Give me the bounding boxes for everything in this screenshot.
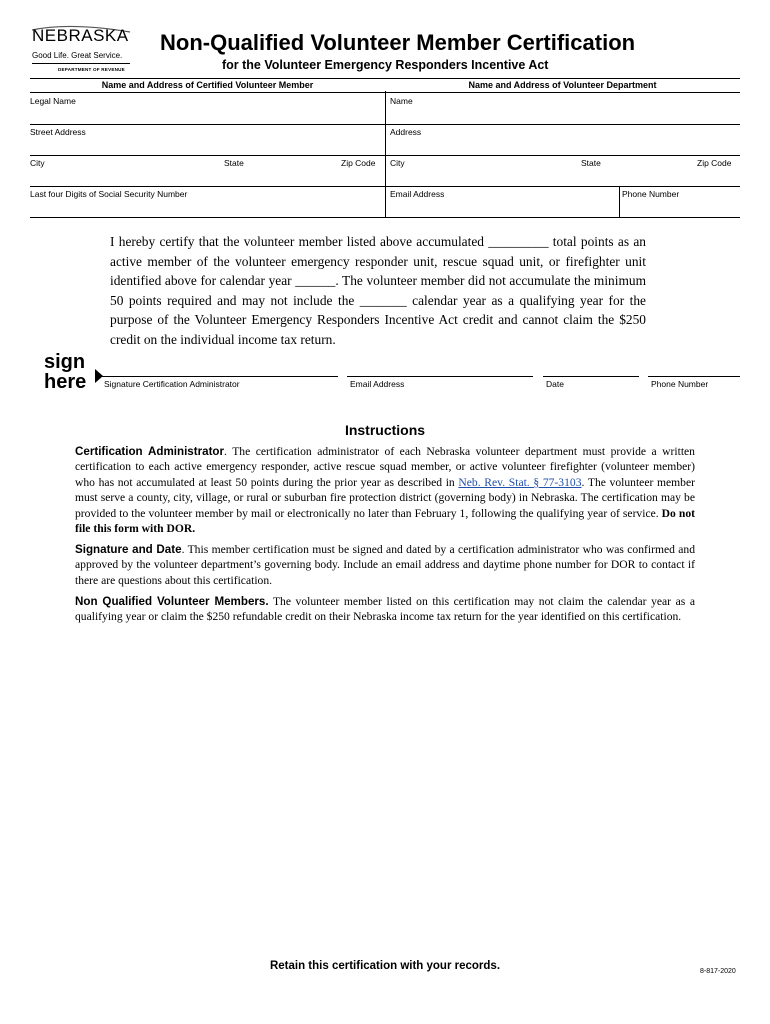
- p2-heading: Signature and Date: [75, 543, 182, 556]
- row-line: [30, 124, 740, 125]
- p3-text: The volunteer member listed on this certification may not claim the calendar year as a qualifying year or claim the $250 refundable credit on their Nebraska income tax return for the year identified on this certification.: [75, 595, 695, 624]
- p2-text: . This member certification must be signed and dated by a certification administrator who was confirmed and approved by the volunteer department’s governing body. Include an email address and daytime phone number for DOR to contact if there are questions about this certification.: [75, 543, 695, 587]
- member-ssn-field[interactable]: Last four Digits of Social Security Number: [30, 189, 188, 199]
- logo-tagline: Good Life. Great Service.: [32, 51, 123, 60]
- phone-line[interactable]: [648, 376, 740, 377]
- instructions-heading: Instructions: [344, 422, 426, 438]
- department-phone-field[interactable]: Phone Number: [622, 189, 680, 199]
- p1-text-b: . The volunteer member must serve a county, city, village, or rural or suburban fire protection district (governing body) in Nebraska. The certification may be provided to the volunteer member by mail or electronically no later than February 1, following the qualifying year of service.: [75, 475, 695, 520]
- department-state-field[interactable]: State: [581, 158, 601, 168]
- signature-email-label: Email Address: [350, 379, 405, 389]
- instructions-paragraph-1: [75, 444, 695, 536]
- department-email-field[interactable]: Email Address: [390, 189, 445, 199]
- instructions-paragraph-2: [75, 542, 695, 588]
- signature-line[interactable]: [102, 376, 338, 377]
- p1-bold: Do not file this form with DOR.: [75, 506, 695, 536]
- department-address-field[interactable]: Address: [390, 127, 422, 137]
- phone-divider: [619, 186, 620, 217]
- member-street-address-field[interactable]: Street Address: [30, 127, 86, 137]
- row-line: [30, 155, 740, 156]
- member-section-header: Name and Address of Certified Volunteer Member: [30, 78, 385, 93]
- row-line: [30, 186, 740, 187]
- page-subtitle: for the Volunteer Emergency Responders Incentive Act: [222, 58, 549, 72]
- p1-text-a: . The certification administrator of each Nebraska volunteer department must provide a written certification to each active emergency responder, active rescue squad member, or active volunteer firefighter (volunteer member) who has not accumulated at least 50 points during the prior year as described in: [75, 445, 695, 489]
- member-zip-field[interactable]: Zip Code: [341, 158, 376, 168]
- member-legal-name-field[interactable]: Legal Name: [30, 96, 76, 106]
- signature-date-label: Date: [546, 379, 564, 389]
- sign-here-label: [44, 352, 86, 392]
- department-section-header: Name and Address of Volunteer Department: [385, 78, 740, 93]
- department-zip-field[interactable]: Zip Code: [697, 158, 732, 168]
- section-divider: [385, 91, 386, 217]
- signature-label: Signature Certification Administrator: [104, 379, 240, 389]
- logo-department: DEPARTMENT OF REVENUE: [58, 67, 125, 72]
- department-city-field[interactable]: City: [390, 158, 405, 168]
- date-line[interactable]: [543, 376, 639, 377]
- statute-link[interactable]: Neb. Rev. Stat. § 77-3103: [458, 475, 582, 489]
- page-title: Non-Qualified Volunteer Member Certification: [160, 30, 636, 55]
- instructions-paragraph-3: [75, 594, 695, 625]
- footer-note: Retain this certification with your records.: [269, 960, 501, 972]
- certification-statement: I hereby certify that the volunteer member listed above accumulated _________ total points as an active member of the volunteer emergency responder unit, rescue squad unit, or firefighter unit identified above for calendar year ______. The volunteer member did not accumulate the minimum 50 points required and may not include the _______ calendar year as a qualifying year for the purpose of the Volunteer Emergency Responders Incentive Act credit and cannot claim the $250 credit on the individual income tax return.: [110, 234, 646, 347]
- p1-heading: Certification Administrator: [75, 445, 225, 458]
- here-label: here: [44, 371, 87, 393]
- row-line: [30, 217, 740, 218]
- logo-divider: [32, 63, 130, 64]
- nebraska-logo-text: NEBRASKA: [32, 26, 129, 45]
- p3-heading: Non Qualified Volunteer Members.: [75, 595, 269, 608]
- form-number: 8-817-2020: [700, 968, 736, 975]
- email-line[interactable]: [347, 376, 533, 377]
- sign-label: sign: [44, 351, 86, 373]
- signature-phone-label: Phone Number: [651, 379, 709, 389]
- member-city-field[interactable]: City: [30, 158, 45, 168]
- member-state-field[interactable]: State: [224, 158, 244, 168]
- department-name-field[interactable]: Name: [390, 96, 413, 106]
